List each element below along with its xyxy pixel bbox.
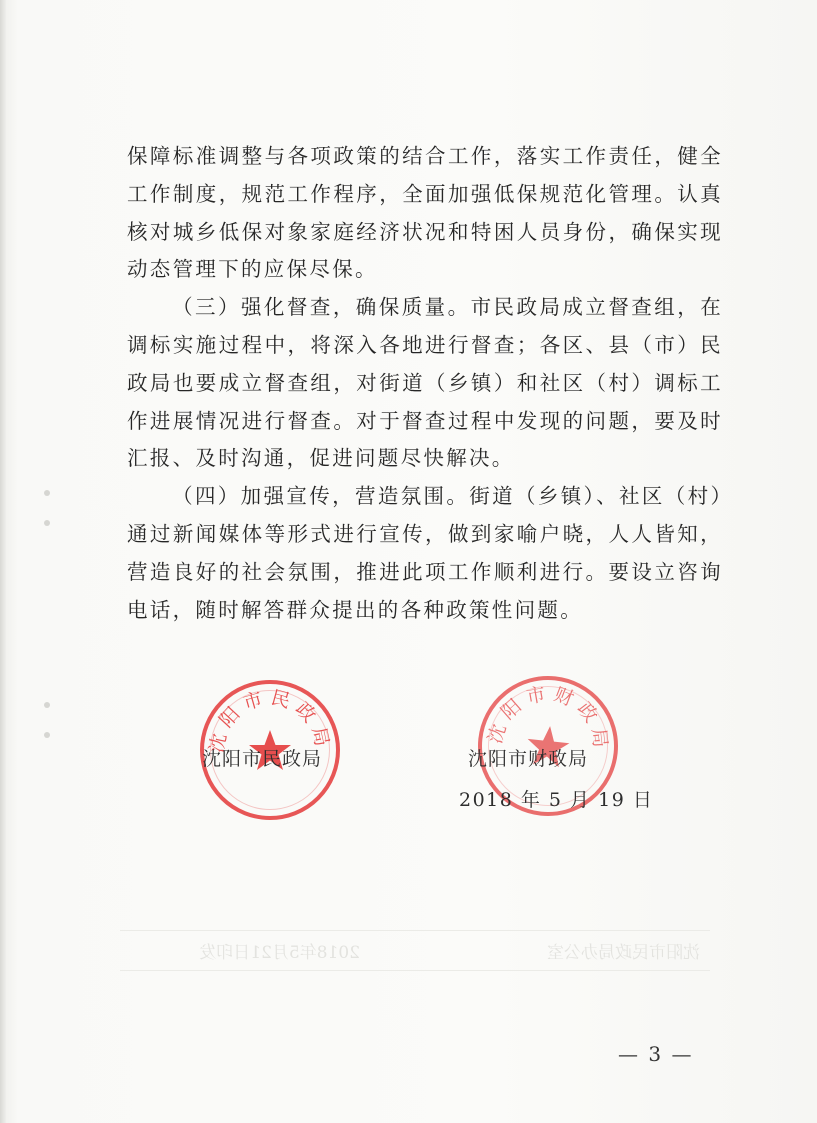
bleed-through-office: 沈阳市民政局办公室 xyxy=(547,943,700,963)
issue-date: 2018 年 5 月 19 日 xyxy=(459,789,654,811)
paragraph-supervision: （三）强化督查，确保质量。市民政局成立督查组，在调标实施过程中，将深入各地进行督查；各区、县（市）民政局也要成立督查组，对街道（乡镇）和社区（村）调标工作进展情况进行督查。对于督查过程中发现的问题，要及时汇报、及时沟通，促进问题尽快解决。 xyxy=(127,295,723,471)
paragraph-continuation: 保障标准调整与各项政策的结合工作，落实工作责任，健全工作制度，规范工作程序，全面加强低保规范化管理。认真核对城乡低保对象家庭经济状况和特困人员身份，确保实现动态管理下的应保尽保。 xyxy=(127,144,723,282)
scan-edge-shadow xyxy=(0,0,6,1123)
paragraph-publicity: （四）加强宣传，营造氛围。街道（乡镇）、社区（村）通过新闻媒体等形式进行宣传，做到家喻户晓，人人皆知，营造良好的社会氛围，推进此项工作顺利进行。要设立咨询电话，随时解答群众提出的各种政策性问题。 xyxy=(127,484,723,622)
binding-hole-mark xyxy=(44,732,50,738)
bleed-through-rule xyxy=(120,970,710,971)
bleed-through-footer xyxy=(120,928,710,972)
page-number: — 3 — xyxy=(618,1042,694,1066)
bleed-through-rule xyxy=(120,930,710,931)
binding-hole-mark xyxy=(44,520,50,526)
document-body xyxy=(127,138,723,629)
binding-hole-mark xyxy=(44,702,50,708)
seal-text-path: 沈阳市财政局 xyxy=(484,682,612,755)
bleed-through-date: 2018年5月21日印发 xyxy=(199,943,360,963)
signature-civil-affairs-bureau: 沈阳市民政局 xyxy=(202,748,323,770)
signature-finance-bureau: 沈阳市财政局 xyxy=(468,748,589,770)
seal-text-path: 沈阳市民政局 xyxy=(205,686,335,755)
binding-hole-mark xyxy=(44,490,50,496)
